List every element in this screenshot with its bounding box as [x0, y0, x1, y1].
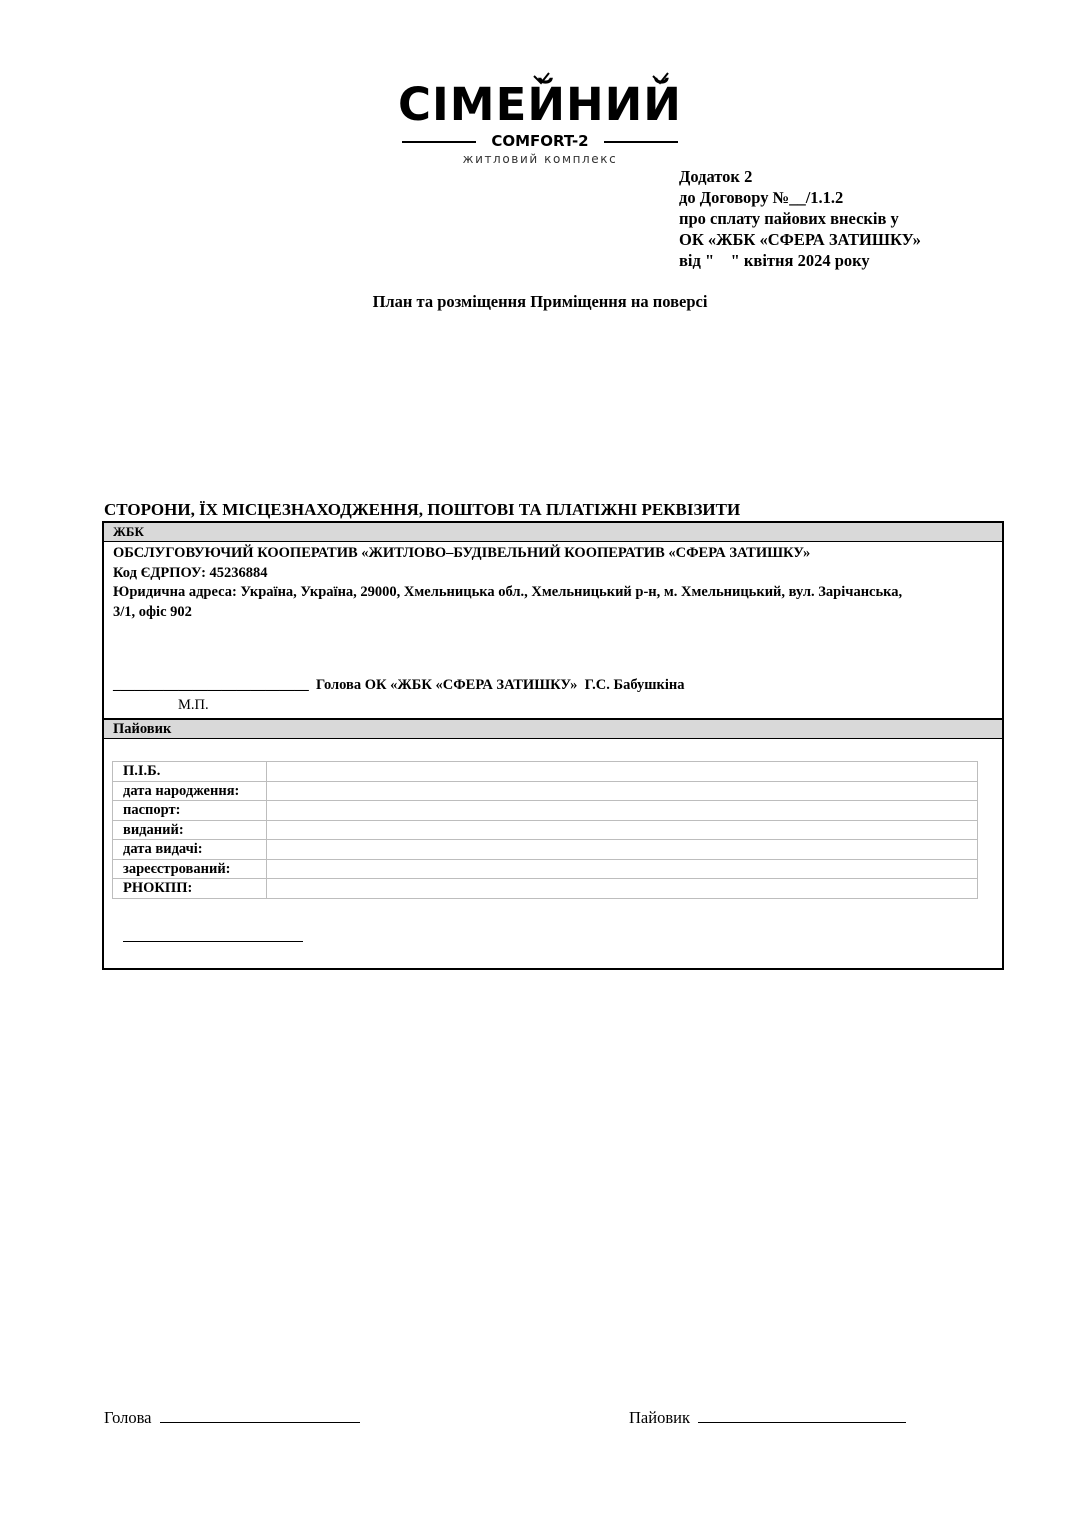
- zhbk-header: ЖБК: [104, 523, 1002, 542]
- table-row: [113, 820, 978, 840]
- footer-right-signature: [629, 1408, 906, 1428]
- table-row: [113, 840, 978, 860]
- annex-line: до Договору №__/1.1.2: [679, 188, 844, 207]
- stamp-place: М.П.: [178, 697, 209, 713]
- parties-box: [102, 521, 1004, 970]
- zhbk-signature-line: ___________________________ Голова ОК «ЖБК «СФЕРА ЗАТИШКУ» Г.С. Бабушкіна: [113, 677, 685, 693]
- logo-name: СІМЕЙНИЙ: [398, 78, 682, 131]
- field-label: паспорт:: [113, 801, 267, 821]
- logo: [398, 72, 682, 172]
- annex-line: від " " квітня 2024 року: [679, 251, 870, 270]
- field-value[interactable]: [267, 781, 978, 801]
- parties-title: СТОРОНИ, ЇХ МІСЦЕЗНАХОДЖЕННЯ, ПОШТОВІ ТА ПЛАТІЖНІ РЕКВІЗИТИ: [104, 500, 741, 519]
- zhbk-name: ОБСЛУГОВУЮЧИЙ КООПЕРАТИВ «ЖИТЛОВО–БУДІВЕЛЬНИЙ КООПЕРАТИВ «СФЕРА ЗАТИШКУ»: [113, 545, 811, 561]
- field-label: РНОКПП:: [113, 879, 267, 899]
- footer-left-label: Голова: [104, 1408, 152, 1427]
- field-value[interactable]: [267, 840, 978, 860]
- field-value[interactable]: [267, 762, 978, 782]
- footer-left-line: [160, 1408, 360, 1423]
- footer-right-label: Пайовик: [629, 1408, 690, 1427]
- table-row: [113, 879, 978, 899]
- zhbk-address-line-1: Юридична адреса: Україна, Україна, 29000, Хмельницька обл., Хмельницький р-н, м. Хмельницький, вул. Зарічанська,: [113, 584, 903, 600]
- payovyk-table: [112, 761, 978, 899]
- zhbk-code: Код ЄДРПОУ: 45236884: [113, 564, 268, 581]
- field-label: виданий:: [113, 820, 267, 840]
- logo-sub: COMFORT-2: [491, 132, 589, 150]
- table-row: [113, 801, 978, 821]
- table-row: [113, 781, 978, 801]
- table-row: [113, 762, 978, 782]
- payovyk-header: Пайовик: [104, 718, 1002, 739]
- field-label: зареєстрований:: [113, 859, 267, 879]
- plan-title: План та розміщення Приміщення на поверсі: [372, 292, 708, 311]
- field-label: П.І.Б.: [113, 762, 267, 782]
- footer-left-signature: [104, 1408, 360, 1428]
- field-value[interactable]: [267, 801, 978, 821]
- field-label: дата народження:: [113, 781, 267, 801]
- field-value[interactable]: [267, 820, 978, 840]
- payovyk-signature-line: [123, 941, 303, 942]
- annex-line: Додаток 2: [679, 167, 753, 186]
- field-label: дата видачі:: [113, 840, 267, 860]
- table-row: [113, 859, 978, 879]
- zhbk-address-line-2: 3/1, офіс 902: [113, 603, 192, 620]
- annex-line: про сплату пайових внесків у: [679, 209, 899, 228]
- annex-block: [679, 166, 921, 271]
- field-value[interactable]: [267, 859, 978, 879]
- annex-line: ОК «ЖБК «СФЕРА ЗАТИШКУ»: [679, 230, 921, 249]
- zhbk-details: [113, 544, 1003, 622]
- field-value[interactable]: [267, 879, 978, 899]
- logo-tagline: житловий комплекс: [462, 152, 618, 166]
- footer-right-line: [698, 1408, 906, 1423]
